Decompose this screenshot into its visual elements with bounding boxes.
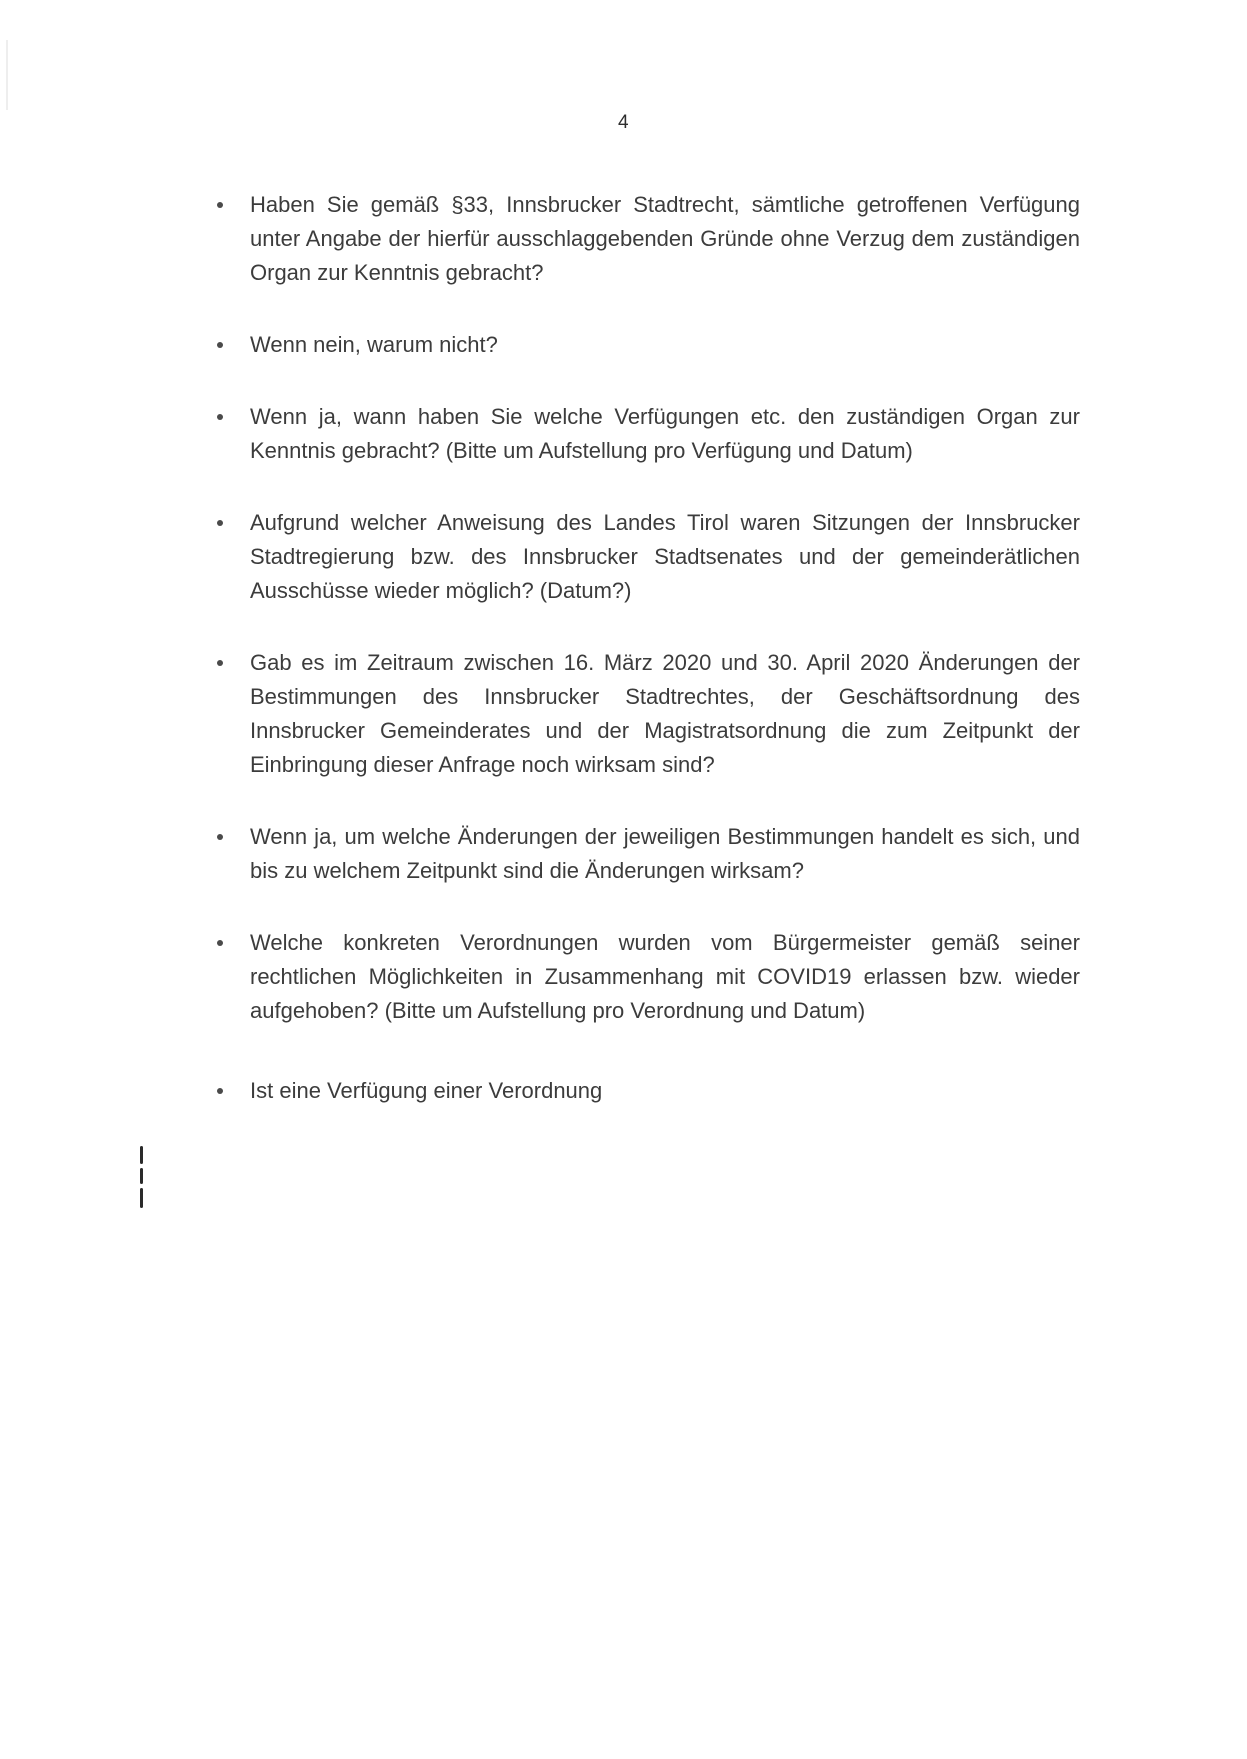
bullet-icon	[217, 342, 223, 348]
question-item	[200, 328, 1080, 362]
bullet-icon	[217, 414, 223, 420]
question-item	[200, 646, 1080, 782]
bullet-icon	[217, 202, 223, 208]
question-text: Haben Sie gemäß §33, Innsbrucker Stadtrecht, sämtliche getroffenen Verfügung unter Angabe der hierfür ausschlaggebenden Gründe ohne Verzug dem zuständigen Organ zur Kenntnis gebracht?	[250, 192, 1080, 285]
bullet-icon	[217, 520, 223, 526]
handwritten-mark	[138, 1146, 144, 1208]
bullet-icon	[217, 834, 223, 840]
question-text: Aufgrund welcher Anweisung des Landes Tirol waren Sitzungen der Innsbrucker Stadtregierung bzw. des Innsbrucker Stadtsenates und der gemeinderätlichen Ausschüsse wieder möglich? (Datum?)	[250, 510, 1080, 603]
bullet-icon	[217, 1088, 223, 1094]
question-item	[200, 1074, 1080, 1108]
question-list	[200, 188, 1080, 1108]
question-item	[200, 188, 1080, 290]
question-text: Wenn nein, warum nicht?	[250, 332, 498, 357]
question-text: Ist eine Verfügung einer Verordnung	[250, 1078, 603, 1103]
scan-edge-shadow	[6, 40, 8, 110]
bullet-icon	[217, 940, 223, 946]
question-text: Gab es im Zeitraum zwischen 16. März 2020 und 30. April 2020 Änderungen der Bestimmungen des Innsbrucker Stadtrechtes, der Geschäftsordnung des Innsbrucker Gemeinderates und der Magistratsordnung die zum Zeitpunkt der Einbringung dieser Anfrage noch wirksam sind?	[250, 650, 1080, 777]
page-number: 4	[617, 112, 630, 133]
question-text: Wenn ja, um welche Änderungen der jeweiligen Bestimmungen handelt es sich, und bis zu welchem Zeitpunkt sind die Änderungen wirksam?	[250, 824, 1080, 883]
question-item	[200, 506, 1080, 608]
question-text: Wenn ja, wann haben Sie welche Verfügungen etc. den zuständigen Organ zur Kenntnis gebracht? (Bitte um Aufstellung pro Verfügung und Datum)	[250, 404, 1080, 463]
question-item	[200, 400, 1080, 468]
bullet-icon	[217, 660, 223, 666]
question-text: Welche konkreten Verordnungen wurden vom Bürgermeister gemäß seiner rechtlichen Möglichkeiten in Zusammenhang mit COVID19 erlassen bzw. wieder aufgehoben? (Bitte um Aufstellung pro Verordnung und Datum)	[250, 930, 1080, 1023]
question-item	[200, 926, 1080, 1028]
question-item	[200, 820, 1080, 888]
